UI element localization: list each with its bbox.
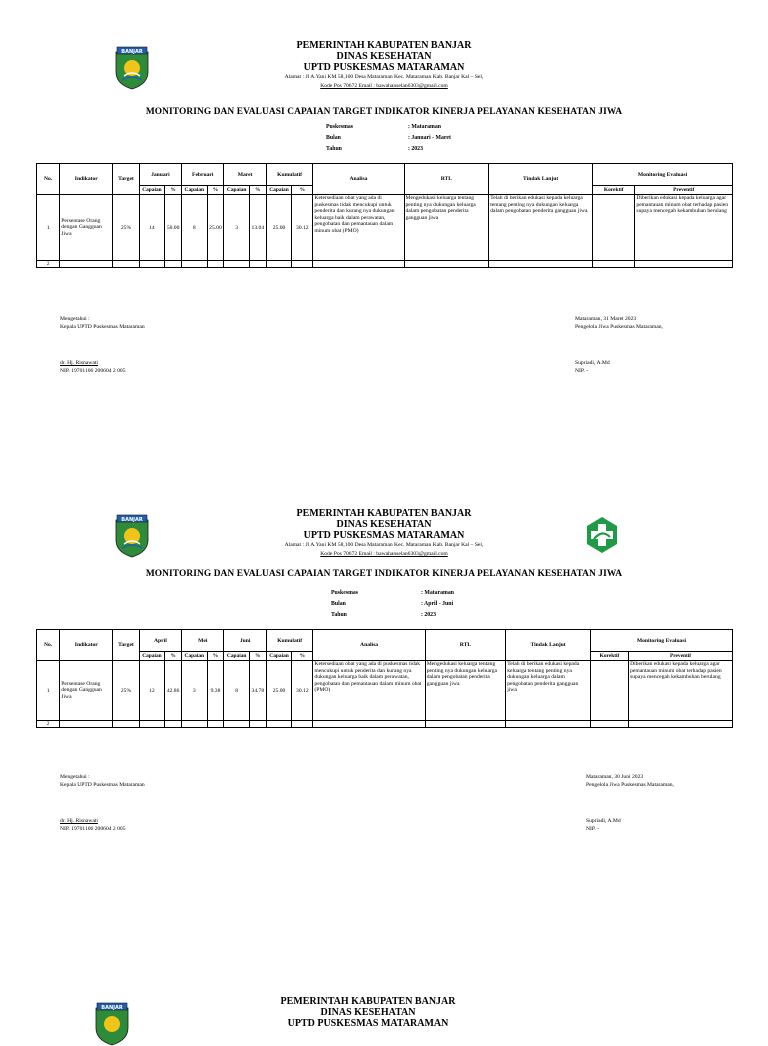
cell-analisa: Ketersediaan obat yang ada di puskesmas tidak mencukupi untuk penderita dan kurang nya dukungan keluarga baik dalam perawatan, pengobatan dan pemantauan dalam minum obat (PMO)	[313, 661, 425, 721]
sign-nip: NIP. 19701106 200604 2 005	[60, 368, 126, 374]
sign-tanggal: Mataraman, 31 Maret 2023	[575, 316, 637, 322]
cell-target: 25%	[113, 195, 139, 261]
col-rtl: RTL	[425, 630, 506, 661]
report-meta	[326, 122, 451, 155]
cell-value: 9.38	[207, 661, 224, 721]
sub-capaian: Capaian	[224, 186, 249, 195]
sub-capaian: Capaian	[182, 652, 207, 661]
sub-pct: %	[249, 652, 266, 661]
cell-value: 14	[139, 195, 164, 261]
sub-pct: %	[292, 652, 313, 661]
svg-text:BANJAR: BANJAR	[121, 48, 143, 55]
letterhead-unit: UPTD PUSKESMAS MATARAMAN	[303, 530, 465, 541]
sub-capaian: Capaian	[266, 652, 291, 661]
cell-rtl: Mengedukasi keluarga tentang penting nya dukungan keluarga dalam pengobatan penderita gangguan jiwa	[425, 661, 506, 721]
sign-jabatan: Kepala UPTD Puskesmas Mataraman	[60, 324, 145, 330]
sign-mengetahui: Mengetahui :	[60, 774, 90, 780]
sub-preventif: Preventif	[629, 652, 733, 661]
letterhead-postal-email: Kode Pos 70672 Email : bawahanselan6303@gmail.com	[320, 551, 448, 557]
sign-mengetahui: Mengetahui :	[60, 316, 90, 322]
meta-label-bulan: Bulan	[331, 601, 346, 607]
signature-right	[586, 773, 674, 833]
col-target: Target	[113, 630, 139, 661]
col-month-2: Februari	[182, 164, 224, 186]
sign-jabatan: Kepala UPTD Puskesmas Mataraman	[60, 782, 145, 788]
cell-korektif	[590, 661, 628, 721]
cell-value: 30.12	[292, 195, 313, 261]
cell-preventif: Diberikan edukasi kepada keluarga agar pemantauan minum obat terhadap pasien supaya mencegah kekambuhan berulang	[629, 661, 733, 721]
meta-value-puskesmas: : Mataraman	[421, 590, 455, 596]
meta-value-bulan: : Januari - Maret	[408, 135, 451, 141]
col-month-2: Mei	[182, 630, 224, 652]
letterhead-unit: UPTD PUSKESMAS MATARAMAN	[303, 62, 465, 73]
col-indikator: Indikator	[60, 630, 113, 661]
cell-target: 25%	[113, 661, 139, 721]
sub-pct: %	[165, 652, 182, 661]
sub-capaian: Capaian	[266, 186, 291, 195]
signature-left	[60, 773, 145, 833]
sub-pct: %	[207, 186, 224, 195]
cell-no: 2	[37, 261, 60, 268]
meta-label-tahun: Tahun	[326, 146, 342, 152]
cell-value: 30.12	[292, 661, 313, 721]
cell-no: 1	[37, 195, 60, 261]
col-monitoring-evaluasi: Monitoring Evaluasi	[590, 630, 732, 652]
report-title: MONITORING DAN EVALUASI CAPAIAN TARGET INDIKATOR KINERJA PELAYANAN KESEHATAN JIWA	[145, 107, 623, 117]
col-kumulatif: Kumulatif	[266, 630, 313, 652]
sub-pct: %	[207, 652, 224, 661]
cell-indikator: Persentase Orang dengan Gangguan Jiwa	[60, 195, 113, 261]
sub-capaian: Capaian	[182, 186, 207, 195]
cell-value: 25.00	[266, 661, 291, 721]
col-month-1: Januari	[139, 164, 181, 186]
letterhead-department: DINAS KESEHATAN	[336, 519, 432, 530]
sub-pct: %	[165, 186, 182, 195]
col-indikator: Indikator	[60, 164, 113, 195]
cell-rtl: Mengedukasi keluarga tentang penting nya dukungan keluarga dalam pengobatan penderita gangguan jiwa	[404, 195, 489, 261]
meta-value-bulan: : April - Juni	[421, 601, 454, 607]
sign-jabatan: Pengelola Jiwa Puskesmas Mataraman,	[586, 782, 674, 788]
cell-value: 12	[139, 661, 164, 721]
meta-value-puskesmas: : Mataraman	[408, 124, 442, 130]
meta-label-puskesmas: Puskesmas	[326, 124, 354, 130]
col-analisa: Analisa	[313, 164, 404, 195]
sign-tanggal: Mataraman, 30 Juni 2023	[586, 774, 644, 780]
signature-right	[575, 315, 663, 375]
col-month-3: Juni	[224, 630, 266, 652]
sub-preventif: Preventif	[635, 186, 733, 195]
cell-value: 42.86	[165, 661, 182, 721]
sub-pct: %	[249, 186, 266, 195]
col-no: No.	[37, 630, 60, 661]
letterhead-department: DINAS KESEHATAN	[336, 51, 432, 62]
table-row	[37, 661, 733, 721]
sign-nip: NIP. 19701106 200604 2 005	[60, 826, 126, 832]
sign-nama: Supriadi, A.Md	[575, 360, 610, 366]
col-no: No.	[37, 164, 60, 195]
meta-label-bulan: Bulan	[326, 135, 341, 141]
report-meta	[331, 588, 454, 621]
cell-korektif	[593, 195, 635, 261]
letterhead-address: Alamat : Jl A.Yani KM 58,100 Desa Mataraman Kec. Mataraman Kab. Banjar Kal – Sel,	[284, 74, 484, 80]
letterhead-department: DINAS KESEHATAN	[320, 1007, 416, 1018]
sign-nama: Supriadi, A.Md	[586, 818, 621, 824]
col-rtl: RTL	[404, 164, 489, 195]
cell-value: 8	[224, 661, 249, 721]
sign-nama: dr. Hj. Risnawati	[60, 818, 98, 824]
sub-capaian: Capaian	[139, 652, 164, 661]
letterhead-government: PEMERINTAH KABUPATEN BANJAR	[296, 508, 472, 519]
table-row	[37, 721, 733, 728]
cell-analisa: Ketersediaan obat yang ada di puskesmas tidak mencukupi untuk penderita dan kurang nya dukungan keluarga baik dalam perawatan, pengobatan dan pemantauan dalam minum obat (PMO)	[313, 195, 404, 261]
letterhead	[0, 40, 768, 91]
cell-no: 2	[37, 721, 60, 728]
col-month-3: Maret	[224, 164, 266, 186]
sign-jabatan: Pengelola Jiwa Puskesmas Mataraman,	[575, 324, 663, 330]
meta-value-tahun: : 2023	[408, 146, 423, 152]
table-row	[37, 261, 733, 268]
col-month-1: April	[139, 630, 181, 652]
sign-nip: NIP. -	[575, 368, 589, 374]
cell-value: 34.78	[249, 661, 266, 721]
cell-tindak-lanjut: Telah di berikan edukasi kepada keluarga tentang penting nya dukungan keluarga dalam pengobatan penderita gangguan jiwa	[489, 195, 593, 261]
sub-capaian: Capaian	[139, 186, 164, 195]
cell-value: 13.04	[249, 195, 266, 261]
monitoring-table	[36, 163, 733, 268]
sub-korektif: Korektif	[593, 186, 635, 195]
cell-value: 3	[224, 195, 249, 261]
meta-label-tahun: Tahun	[331, 612, 347, 618]
sign-nama: dr. Hj. Risnawati	[60, 360, 98, 366]
cell-indikator: Persentase Orang dengan Gangguan Jiwa	[60, 661, 113, 721]
svg-text:BANJAR: BANJAR	[121, 516, 143, 523]
meta-label-puskesmas: Puskesmas	[331, 590, 359, 596]
sub-korektif: Korektif	[590, 652, 628, 661]
cell-value: 50.00	[165, 195, 182, 261]
svg-text:BANJAR: BANJAR	[101, 1004, 123, 1011]
col-kumulatif: Kumulatif	[266, 164, 313, 186]
cell-value: 3	[182, 661, 207, 721]
letterhead-address: Alamat : Jl A.Yani KM 58,100 Desa Mataraman Kec. Mataraman Kab. Banjar Kal – Sel,	[284, 542, 484, 548]
monitoring-table	[36, 629, 733, 728]
letterhead-government: PEMERINTAH KABUPATEN BANJAR	[280, 996, 456, 1007]
letterhead	[0, 996, 752, 1029]
meta-value-tahun: : 2023	[421, 612, 436, 618]
sub-capaian: Capaian	[224, 652, 249, 661]
col-monitoring-evaluasi: Monitoring Evaluasi	[593, 164, 733, 186]
sub-pct: %	[292, 186, 313, 195]
col-tindak-lanjut: Tindak Lanjut	[506, 630, 591, 661]
letterhead-postal-email: Kode Pos 70672 Email : bawahanselan6303@gmail.com	[320, 83, 448, 89]
letterhead	[0, 508, 768, 559]
cell-no: 1	[37, 661, 60, 721]
sign-nip: NIP. -	[586, 826, 600, 832]
cell-value: 25.00	[266, 195, 291, 261]
col-tindak-lanjut: Tindak Lanjut	[489, 164, 593, 195]
report-title: MONITORING DAN EVALUASI CAPAIAN TARGET INDIKATOR KINERJA PELAYANAN KESEHATAN JIWA	[145, 569, 623, 579]
table-row	[37, 195, 733, 261]
cell-value: 25.00	[207, 195, 224, 261]
letterhead-government: PEMERINTAH KABUPATEN BANJAR	[296, 40, 472, 51]
letterhead-unit: UPTD PUSKESMAS MATARAMAN	[287, 1018, 449, 1029]
col-target: Target	[113, 164, 139, 195]
cell-tindak-lanjut: Telah di berikan edukasi kepada keluarga tentang penting nya dukungan keluarga dalam pengobatan penderita gangguan jiwa	[506, 661, 591, 721]
cell-value: 8	[182, 195, 207, 261]
col-analisa: Analisa	[313, 630, 425, 661]
cell-preventif: Diberikan edukasi kepada keluarga agar pemantauan minum obat terhadap pasien supaya mencegah kekambuhan berulang	[635, 195, 733, 261]
signature-left	[60, 315, 145, 375]
